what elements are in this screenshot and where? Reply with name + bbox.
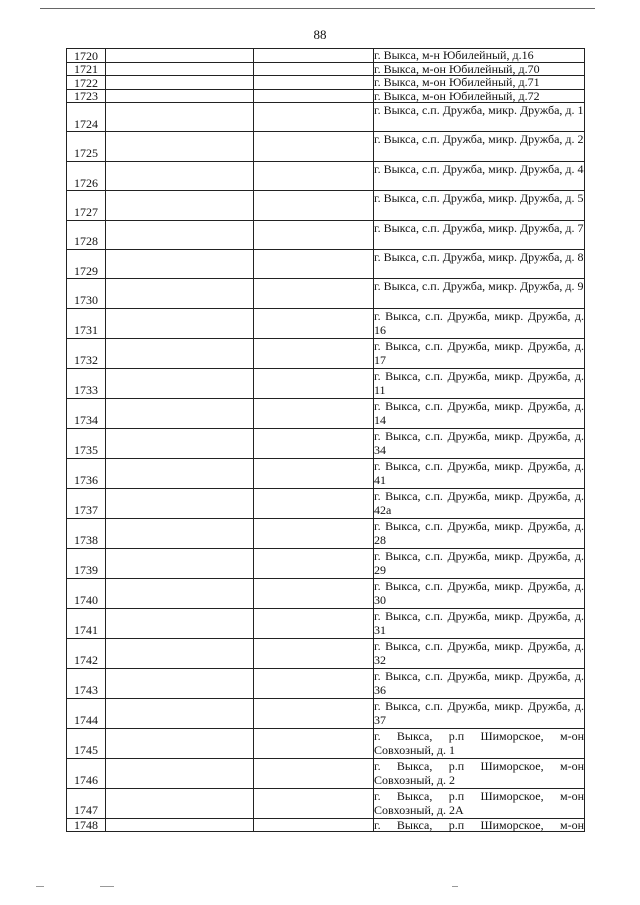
- empty-cell: [254, 132, 374, 161]
- address-cell: г. Выкса, с.п. Дружба, микр. Дружба, д. 9: [374, 279, 585, 308]
- table-row: [67, 338, 585, 368]
- table-row: [67, 608, 585, 638]
- row-number: 1741: [67, 608, 106, 638]
- row-number: 1736: [67, 458, 106, 488]
- empty-cell: [106, 488, 254, 518]
- table-row: [67, 728, 585, 758]
- table-row: [67, 818, 585, 832]
- table-row: [67, 548, 585, 578]
- empty-cell: [106, 191, 254, 220]
- row-number: 1729: [67, 249, 106, 278]
- row-number: 1737: [67, 488, 106, 518]
- row-number: 1724: [67, 103, 106, 132]
- empty-cell: [254, 49, 374, 63]
- empty-cell: [106, 698, 254, 728]
- address-cell: г. Выкса, м-н Юбилейный, д.16: [374, 49, 585, 63]
- empty-cell: [254, 548, 374, 578]
- row-number: 1726: [67, 161, 106, 190]
- row-number: 1740: [67, 578, 106, 608]
- row-number: 1748: [67, 818, 106, 832]
- empty-cell: [106, 518, 254, 548]
- empty-cell: [106, 638, 254, 668]
- row-number: 1746: [67, 758, 106, 788]
- empty-cell: [254, 458, 374, 488]
- empty-cell: [106, 308, 254, 338]
- address-cell: г. Выкса, р.п Шиморское, м-он Совхозный, д. 2: [374, 758, 584, 788]
- row-number: 1733: [67, 368, 106, 398]
- empty-cell: [106, 103, 254, 132]
- table-row: [67, 458, 585, 488]
- address-cell: г. Выкса, с.п. Дружба, микр. Дружба, д. 16: [374, 308, 584, 338]
- table-row: [67, 638, 585, 668]
- empty-cell: [106, 89, 254, 103]
- empty-cell: [254, 338, 374, 368]
- table-row: [67, 518, 585, 548]
- empty-cell: [254, 698, 374, 728]
- address-cell: г. Выкса, с.п. Дружба, микр. Дружба, д. 5: [374, 191, 585, 220]
- address-cell: г. Выкса, с.п. Дружба, микр. Дружба, д. 29: [374, 548, 584, 578]
- empty-cell: [254, 758, 374, 788]
- address-cell: г. Выкса, с.п. Дружба, микр. Дружба, д. 7: [374, 220, 585, 249]
- empty-cell: [106, 668, 254, 698]
- row-number: 1738: [67, 518, 106, 548]
- empty-cell: [106, 818, 254, 832]
- empty-cell: [254, 518, 374, 548]
- address-cell: г. Выкса, с.п. Дружба, микр. Дружба, д. 37: [374, 698, 584, 728]
- address-cell: г. Выкса, с.п. Дружба, микр. Дружба, д. 42а: [374, 488, 584, 518]
- table-row: [67, 89, 585, 103]
- table-row: [67, 398, 585, 428]
- scan-mark: [100, 886, 114, 887]
- empty-cell: [106, 249, 254, 278]
- empty-cell: [254, 818, 374, 832]
- address-cell: г. Выкса, с.п. Дружба, микр. Дружба, д. 8: [374, 249, 585, 278]
- row-number: 1732: [67, 338, 106, 368]
- row-number: 1725: [67, 132, 106, 161]
- address-cell: г. Выкса, с.п. Дружба, микр. Дружба, д. 30: [374, 578, 584, 608]
- address-cell: г. Выкса, с.п. Дружба, микр. Дружба, д. 4: [374, 161, 585, 190]
- address-cell: г. Выкса, с.п. Дружба, микр. Дружба, д. 14: [374, 398, 584, 428]
- empty-cell: [254, 161, 374, 190]
- address-cell: г. Выкса, с.п. Дружба, микр. Дружба, д. 28: [374, 518, 584, 548]
- empty-cell: [254, 668, 374, 698]
- empty-cell: [106, 428, 254, 458]
- empty-cell: [106, 279, 254, 308]
- empty-cell: [254, 638, 374, 668]
- table-row: [67, 49, 585, 63]
- empty-cell: [254, 220, 374, 249]
- address-cell: г. Выкса, с.п. Дружба, микр. Дружба, д. 34: [374, 428, 584, 458]
- address-cell: г. Выкса, р.п Шиморское, м-он Совхозный, д. 1: [374, 728, 584, 758]
- table-row: [67, 668, 585, 698]
- empty-cell: [106, 49, 254, 63]
- table-row: [67, 368, 585, 398]
- row-number: 1730: [67, 279, 106, 308]
- row-number: 1734: [67, 398, 106, 428]
- table-row: [67, 103, 585, 132]
- empty-cell: [106, 161, 254, 190]
- table-row: [67, 220, 585, 249]
- address-cell: г. Выкса, с.п. Дружба, микр. Дружба, д. 1: [374, 103, 585, 132]
- empty-cell: [254, 249, 374, 278]
- table-row: [67, 279, 585, 308]
- address-cell: г. Выкса, м-он Юбилейный, д.71: [374, 76, 585, 90]
- table-row: [67, 308, 585, 338]
- address-cell: г. Выкса, р.п Шиморское, м-он: [374, 817, 584, 832]
- row-number: 1720: [67, 49, 106, 63]
- table-row: [67, 132, 585, 161]
- table-row: [67, 428, 585, 458]
- empty-cell: [106, 368, 254, 398]
- empty-cell: [106, 458, 254, 488]
- row-number: 1742: [67, 638, 106, 668]
- empty-cell: [254, 279, 374, 308]
- empty-cell: [106, 728, 254, 758]
- table-row: [67, 788, 585, 818]
- empty-cell: [106, 398, 254, 428]
- empty-cell: [254, 728, 374, 758]
- row-number: 1744: [67, 698, 106, 728]
- row-number: 1722: [67, 76, 106, 90]
- scan-mark: [36, 886, 44, 887]
- empty-cell: [106, 62, 254, 76]
- table-row: [67, 62, 585, 76]
- address-table: [66, 48, 585, 832]
- page-number: 88: [313, 27, 327, 42]
- address-cell: г. Выкса, с.п. Дружба, микр. Дружба, д. 36: [374, 668, 584, 698]
- address-cell: г. Выкса, с.п. Дружба, микр. Дружба, д. 41: [374, 458, 584, 488]
- row-number: 1735: [67, 428, 106, 458]
- address-cell: г. Выкса, с.п. Дружба, микр. Дружба, д. 2: [374, 132, 585, 161]
- empty-cell: [254, 608, 374, 638]
- scan-mark: [452, 886, 458, 887]
- table-row: [67, 249, 585, 278]
- empty-cell: [254, 62, 374, 76]
- address-cell: г. Выкса, с.п. Дружба, микр. Дружба, д. 32: [374, 638, 584, 668]
- address-cell: г. Выкса, р.п Шиморское, м-он Совхозный, д. 2А: [374, 788, 584, 818]
- row-number: 1743: [67, 668, 106, 698]
- row-number: 1721: [67, 62, 106, 76]
- empty-cell: [254, 398, 374, 428]
- address-cell: г. Выкса, м-он Юбилейный, д.70: [374, 62, 585, 76]
- empty-cell: [254, 788, 374, 818]
- empty-cell: [106, 788, 254, 818]
- address-cell: г. Выкса, с.п. Дружба, микр. Дружба, д. 17: [374, 338, 584, 368]
- table-row: [67, 161, 585, 190]
- empty-cell: [254, 308, 374, 338]
- empty-cell: [106, 548, 254, 578]
- row-number: 1731: [67, 308, 106, 338]
- row-number: 1728: [67, 220, 106, 249]
- row-number: 1727: [67, 191, 106, 220]
- empty-cell: [106, 338, 254, 368]
- empty-cell: [106, 758, 254, 788]
- empty-cell: [106, 220, 254, 249]
- empty-cell: [254, 488, 374, 518]
- top-rule: [40, 8, 595, 9]
- empty-cell: [106, 608, 254, 638]
- empty-cell: [254, 103, 374, 132]
- table-row: [67, 76, 585, 90]
- table-row: [67, 191, 585, 220]
- address-cell: г. Выкса, с.п. Дружба, микр. Дружба, д. 11: [374, 368, 584, 398]
- address-cell: г. Выкса, с.п. Дружба, микр. Дружба, д. 31: [374, 608, 584, 638]
- empty-cell: [254, 89, 374, 103]
- row-number: 1747: [67, 788, 106, 818]
- empty-cell: [254, 578, 374, 608]
- row-number: 1739: [67, 548, 106, 578]
- empty-cell: [254, 428, 374, 458]
- empty-cell: [106, 578, 254, 608]
- address-cell: г. Выкса, м-он Юбилейный, д.72: [374, 89, 585, 103]
- row-number: 1745: [67, 728, 106, 758]
- table-row: [67, 488, 585, 518]
- table-row: [67, 758, 585, 788]
- row-number: 1723: [67, 89, 106, 103]
- table-row: [67, 578, 585, 608]
- empty-cell: [254, 76, 374, 90]
- empty-cell: [254, 191, 374, 220]
- table-row: [67, 698, 585, 728]
- empty-cell: [254, 368, 374, 398]
- empty-cell: [106, 132, 254, 161]
- empty-cell: [106, 76, 254, 90]
